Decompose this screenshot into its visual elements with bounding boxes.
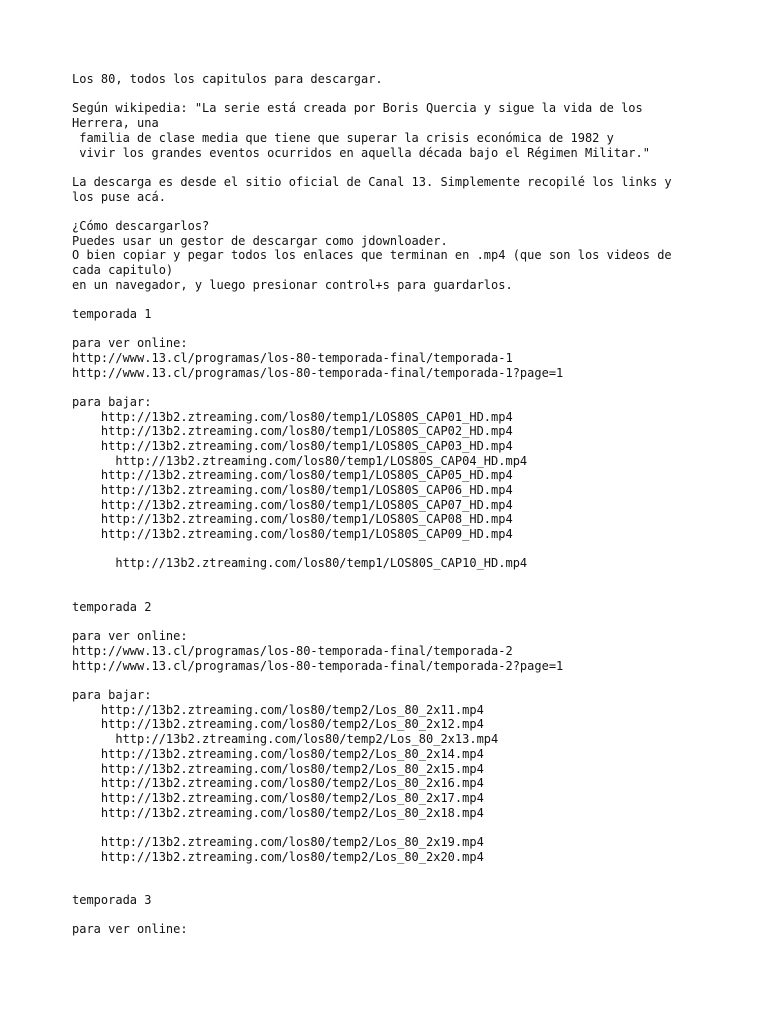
download-link: http://13b2.ztreaming.com/los80/temp1/LOS80S_CAP01_HD.mp4 [72,410,513,424]
howto-line: en un navegador, y luego presionar control+s para guardarlos. [72,278,513,292]
download-link: http://13b2.ztreaming.com/los80/temp2/Los_80_2x14.mp4 [72,747,484,761]
online-label: para ver online: [72,629,188,643]
download-link: http://13b2.ztreaming.com/los80/temp2/Los_80_2x13.mp4 [72,732,499,746]
download-link: http://13b2.ztreaming.com/los80/temp2/Los_80_2x15.mp4 [72,762,484,776]
season-1-heading: temporada 1 [72,307,152,321]
download-link: http://13b2.ztreaming.com/los80/temp1/LOS80S_CAP10_HD.mp4 [72,556,528,570]
online-link: http://www.13.cl/programas/los-80-temporada-final/temporada-1 [72,351,513,365]
howto-line: cada capitulo) [72,263,174,277]
howto-line: Puedes usar un gestor de descargar como jdownloader. [72,234,448,248]
intro-line: Según wikipedia: "La serie está creada por Boris Quercia y sigue la vida de los [72,101,643,115]
download-link: http://13b2.ztreaming.com/los80/temp2/Los_80_2x19.mp4 [72,835,484,849]
download-link: http://13b2.ztreaming.com/los80/temp1/LOS80S_CAP05_HD.mp4 [72,468,513,482]
howto-line: O bien copiar y pegar todos los enlaces que terminan en .mp4 (que son los videos de [72,248,672,262]
intro-line: Herrera, una [72,116,159,130]
download-link: http://13b2.ztreaming.com/los80/temp2/Los_80_2x16.mp4 [72,776,484,790]
download-link: http://13b2.ztreaming.com/los80/temp2/Los_80_2x12.mp4 [72,717,484,731]
online-link: http://www.13.cl/programas/los-80-temporada-final/temporada-1?page=1 [72,366,564,380]
document-title: Los 80, todos los capitulos para descargar. [72,72,383,86]
download-link: http://13b2.ztreaming.com/los80/temp2/Los_80_2x17.mp4 [72,791,484,805]
download-link: http://13b2.ztreaming.com/los80/temp1/LOS80S_CAP07_HD.mp4 [72,498,513,512]
howto-question: ¿Cómo descargarlos? [72,219,210,233]
download-link: http://13b2.ztreaming.com/los80/temp1/LOS80S_CAP09_HD.mp4 [72,527,513,541]
intro-line: familia de clase media que tiene que superar la crisis económica de 1982 y [72,131,614,145]
download-link: http://13b2.ztreaming.com/los80/temp1/LOS80S_CAP08_HD.mp4 [72,512,513,526]
source-line: los puse acá. [72,190,166,204]
download-link: http://13b2.ztreaming.com/los80/temp1/LOS80S_CAP02_HD.mp4 [72,424,513,438]
download-link: http://13b2.ztreaming.com/los80/temp2/Los_80_2x20.mp4 [72,850,484,864]
season-3-heading: temporada 3 [72,893,152,907]
source-line: La descarga es desde el sitio oficial de Canal 13. Simplemente recopilé los links y [72,175,672,189]
online-label: para ver online: [72,922,188,936]
season-2-heading: temporada 2 [72,600,152,614]
online-link: http://www.13.cl/programas/los-80-temporada-final/temporada-2?page=1 [72,659,564,673]
online-label: para ver online: [72,336,188,350]
download-link: http://13b2.ztreaming.com/los80/temp1/LOS80S_CAP04_HD.mp4 [72,454,528,468]
intro-line: vivir los grandes eventos ocurridos en aquella década bajo el Régimen Militar." [72,146,650,160]
download-label: para bajar: [72,688,152,702]
download-link: http://13b2.ztreaming.com/los80/temp2/Los_80_2x18.mp4 [72,806,484,820]
download-label: para bajar: [72,395,152,409]
online-link: http://www.13.cl/programas/los-80-temporada-final/temporada-2 [72,644,513,658]
download-link: http://13b2.ztreaming.com/los80/temp1/LOS80S_CAP06_HD.mp4 [72,483,513,497]
download-link: http://13b2.ztreaming.com/los80/temp2/Los_80_2x11.mp4 [72,703,484,717]
download-link: http://13b2.ztreaming.com/los80/temp1/LOS80S_CAP03_HD.mp4 [72,439,513,453]
